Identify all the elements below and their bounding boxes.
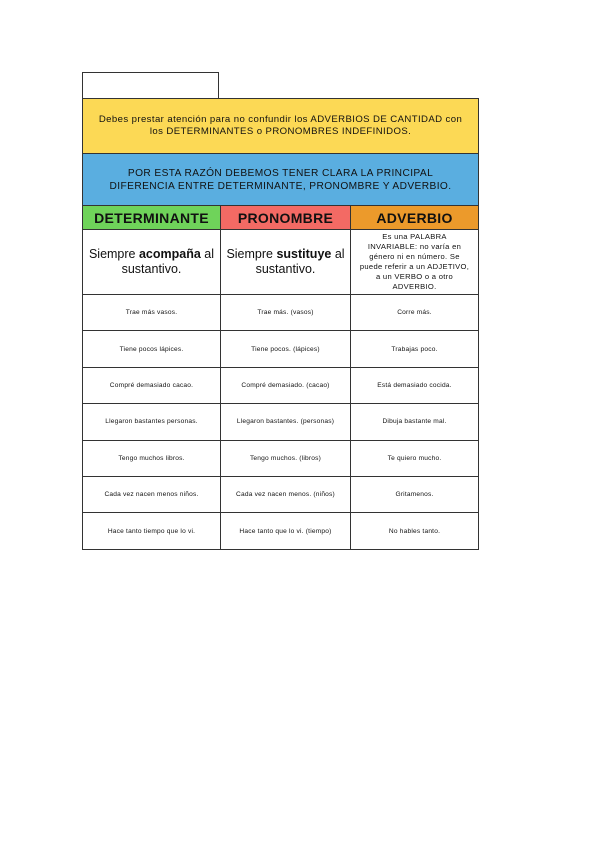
example-determinante: Trae más vasos.	[83, 295, 221, 331]
example-row	[83, 476, 479, 512]
example-determinante: Compré demasiado cacao.	[83, 367, 221, 403]
example-pronombre: Tiene pocos. (lápices)	[221, 331, 351, 367]
reason-banner: POR ESTA RAZÓN DEBEMOS TENER CLARA LA PRINCIPAL DIFERENCIA ENTRE DETERMINANTE, PRONOMBRE Y ADVERBIO.	[83, 154, 479, 206]
example-adverbio: Gritamenos.	[351, 476, 479, 512]
adverb-comparison-table	[82, 98, 479, 550]
def-det-bold: acompaña	[138, 247, 201, 261]
example-pronombre: Llegaron bastantes. (personas)	[221, 404, 351, 440]
example-determinante: Tengo muchos libros.	[83, 440, 221, 476]
def-pro-pre: Siempre	[226, 247, 277, 261]
example-determinante: Cada vez nacen menos niños.	[83, 476, 221, 512]
example-determinante: Tiene pocos lápices.	[83, 331, 221, 367]
example-adverbio: Dibuja bastante mal.	[351, 404, 479, 440]
header-pronombre: PRONOMBRE	[221, 206, 351, 230]
def-pro-post: al sustantivo.	[255, 247, 345, 276]
top-empty-cell	[82, 72, 219, 98]
definition-row	[83, 230, 479, 295]
example-row	[83, 367, 479, 403]
example-adverbio: Trabajas poco.	[351, 331, 479, 367]
example-pronombre: Cada vez nacen menos. (niños)	[221, 476, 351, 512]
example-determinante: Llegaron bastantes personas.	[83, 404, 221, 440]
example-pronombre: Tengo muchos. (libros)	[221, 440, 351, 476]
example-row	[83, 404, 479, 440]
header-row	[83, 206, 479, 230]
example-adverbio: Te quiero mucho.	[351, 440, 479, 476]
definition-adverbio: Es una PALABRA INVARIABLE: no varía en género ni en número. Se puede referir a un ADJETIVO, a un VERBO o a otro ADVERBIO.	[351, 230, 479, 295]
warning-banner-row	[83, 99, 479, 154]
reason-banner-row	[83, 154, 479, 206]
example-pronombre: Trae más. (vasos)	[221, 295, 351, 331]
header-adverbio: ADVERBIO	[351, 206, 479, 230]
def-det-pre: Siempre	[88, 247, 139, 261]
example-adverbio: No hables tanto.	[351, 513, 479, 549]
example-row	[83, 331, 479, 367]
example-row	[83, 295, 479, 331]
example-pronombre: Hace tanto que lo vi. (tiempo)	[221, 513, 351, 549]
def-det-post: al sustantivo.	[121, 247, 215, 276]
example-determinante: Hace tanto tiempo que lo vi.	[83, 513, 221, 549]
example-adverbio: Está demasiado cocida.	[351, 367, 479, 403]
example-pronombre: Compré demasiado. (cacao)	[221, 367, 351, 403]
definition-determinante	[83, 230, 221, 295]
def-pro-bold: sustituye	[276, 247, 332, 261]
warning-banner: Debes prestar atención para no confundir los ADVERBIOS DE CANTIDAD con los DETERMINANTES o PRONOMBRES INDEFINIDOS.	[83, 99, 479, 154]
example-row	[83, 513, 479, 549]
definition-pronombre	[221, 230, 351, 295]
example-row	[83, 440, 479, 476]
example-adverbio: Corre más.	[351, 295, 479, 331]
header-determinante: DETERMINANTE	[83, 206, 221, 230]
